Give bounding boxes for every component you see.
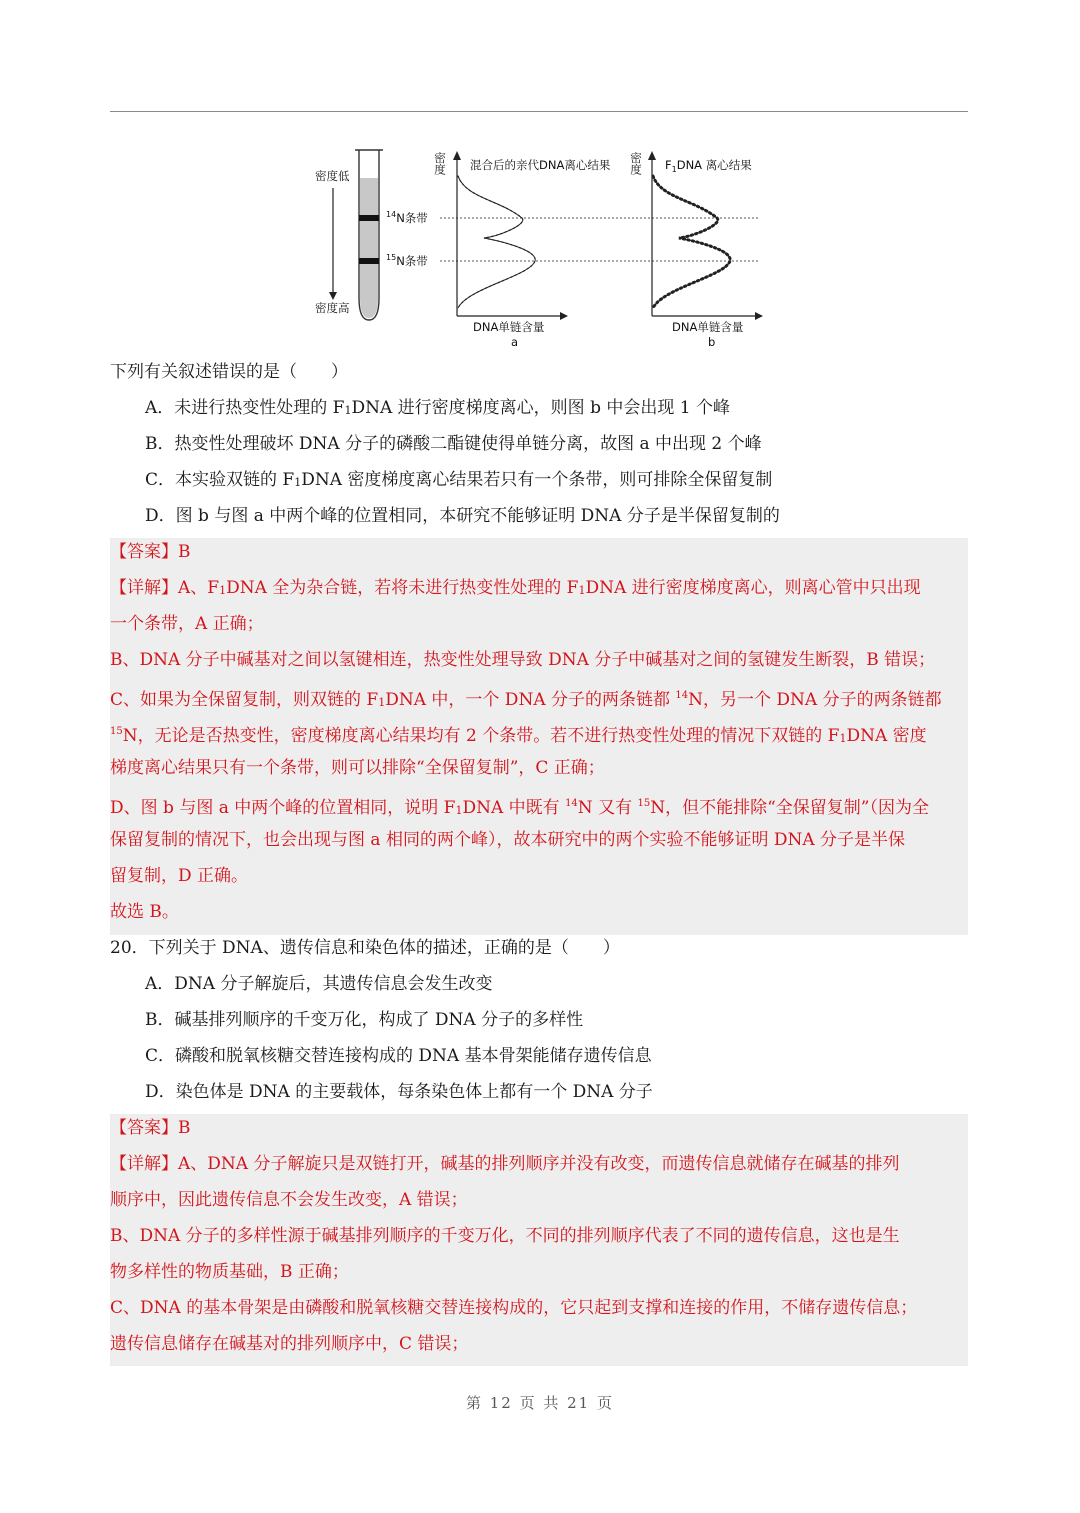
graph-a bbox=[433, 151, 611, 349]
graph-b-title: $F_1DNA$ 离心结果 bbox=[665, 158, 752, 174]
graph-b bbox=[629, 151, 763, 349]
q19-option-d: D．图 b 与图 a 中两个峰的位置相同，本研究不能够证明 DNA 分子是半保留复制的 bbox=[145, 506, 780, 526]
q20-detail-line: 【详解】A、DNA 分子解旋只是双链打开，碱基的排列顺序并没有改变，而遗传信息就储存在碱基的排列 bbox=[110, 1154, 900, 1174]
band-15n-label: $^{15}$N条带 bbox=[386, 253, 428, 268]
q19-detail-line: B、DNA 分子中碱基对之间以氢键相连，热变性处理导致 DNA 分子中碱基对之间的氢键发生断裂，B 错误； bbox=[110, 650, 936, 670]
q19-option-a: A．未进行热变性处理的 F1DNA 进行密度梯度离心，则图 b 中会出现 1 个峰 bbox=[145, 398, 730, 418]
q19-option-c: C．本实验双链的 F1DNA 密度梯度离心结果若只有一个条带，则可排除全保留复制 bbox=[145, 470, 773, 490]
graph-a-xlabel: DNA单链含量 bbox=[473, 320, 545, 334]
q19-option-b: B．热变性处理破坏 DNA 分子的磷酸二酯键使得单链分离，故图 a 中出现 2 个峰 bbox=[145, 434, 762, 454]
q19-stem: 下列有关叙述错误的是（ ） bbox=[110, 362, 348, 382]
q20-option-b: B．碱基排列顺序的千变万化，构成了 DNA 分子的多样性 bbox=[145, 1010, 584, 1030]
q19-answer: 【答案】B bbox=[110, 542, 191, 562]
q20-option-c: C．磷酸和脱氧核糖交替连接构成的 DNA 基本骨架能储存遗传信息 bbox=[145, 1046, 652, 1066]
q20-option-d: D．染色体是 DNA 的主要载体，每条染色体上都有一个 DNA 分子 bbox=[145, 1082, 653, 1102]
band-14n-label: $^{14}$N条带 bbox=[386, 210, 428, 225]
q20-option-a: A．DNA 分子解旋后，其遗传信息会发生改变 bbox=[145, 974, 493, 994]
q19-detail-line: 一个条带，A 正确； bbox=[110, 614, 264, 634]
graph-a-ylabel: 密度 bbox=[433, 152, 447, 175]
graph-b-ylabel: 密度 bbox=[629, 152, 643, 175]
graph-b-letter: b bbox=[708, 335, 716, 349]
graph-a-title: 混合后的亲代DNA离心结果 bbox=[470, 158, 611, 172]
header-rule bbox=[110, 111, 968, 112]
q19-detail-line: 梯度离心结果只有一个条带，则可以排除“全保留复制”，C 正确； bbox=[110, 758, 605, 778]
q19-detail-line: C、如果为全保留复制，则双链的 F1DNA 中，一个 DNA 分子的两条链都 $^{14}$N，另一个 DNA 分子的两条链都 bbox=[110, 690, 942, 710]
density-arrow-head bbox=[329, 292, 337, 300]
tube-low-label: 密度低 bbox=[315, 169, 350, 183]
band-14n bbox=[359, 215, 379, 221]
tube-high-label: 密度高 bbox=[315, 301, 350, 315]
graph-a-letter: a bbox=[511, 335, 519, 349]
q19-detail-line: 【详解】A、F1DNA 全为杂合链，若将未进行热变性处理的 F1DNA 进行密度梯度离心，则离心管中只出现 bbox=[110, 578, 921, 598]
page-footer: 第 12 页 共 21 页 bbox=[465, 1394, 614, 1412]
q19-detail-line: 故选 B。 bbox=[110, 902, 179, 922]
q20-detail-line: 物多样性的物质基础，B 正确； bbox=[110, 1262, 349, 1282]
q19-detail-line: D、图 b 与图 a 中两个峰的位置相同，说明 F1DNA 中既有 $^{14}$N 又有 $^{15}$N，但不能排除“全保留复制”（因为全 bbox=[110, 798, 929, 818]
q20-detail-line: B、DNA 分子的多样性源于碱基排列顺序的千变万化，不同的排列顺序代表了不同的遗传信息，这也是生 bbox=[110, 1226, 900, 1246]
q19-detail-line: 保留复制的情况下，也会出现与图 a 相同的两个峰），故本研究中的两个实验不能够证明 DNA 分子是半保 bbox=[110, 830, 906, 850]
test-tube bbox=[355, 150, 383, 320]
q20-stem: 20．下列关于 DNA、遗传信息和染色体的描述，正确的是（ ） bbox=[110, 938, 620, 958]
q19-detail-line: 留复制，D 正确。 bbox=[110, 866, 249, 886]
band-15n bbox=[359, 258, 379, 264]
q20-detail-line: 顺序中，因此遗传信息不会发生改变，A 错误； bbox=[110, 1190, 468, 1210]
q19-detail-line: $^{15}$N，无论是否热变性，密度梯度离心结果均有 2 个条带。若不进行热变性处理的情况下双链的 F1DNA 密度 bbox=[110, 726, 927, 746]
q20-answer: 【答案】B bbox=[110, 1118, 191, 1138]
graph-b-xlabel: DNA单链含量 bbox=[672, 320, 744, 334]
q20-detail-line: 遗传信息储存在碱基对的排列顺序中，C 错误； bbox=[110, 1334, 469, 1354]
q20-detail-line: C、DNA 的基本骨架是由磷酸和脱氧核糖交替连接构成的，它只起到支撑和连接的作用，不储存遗传信息； bbox=[110, 1298, 918, 1318]
centrifuge-figure bbox=[300, 138, 780, 352]
